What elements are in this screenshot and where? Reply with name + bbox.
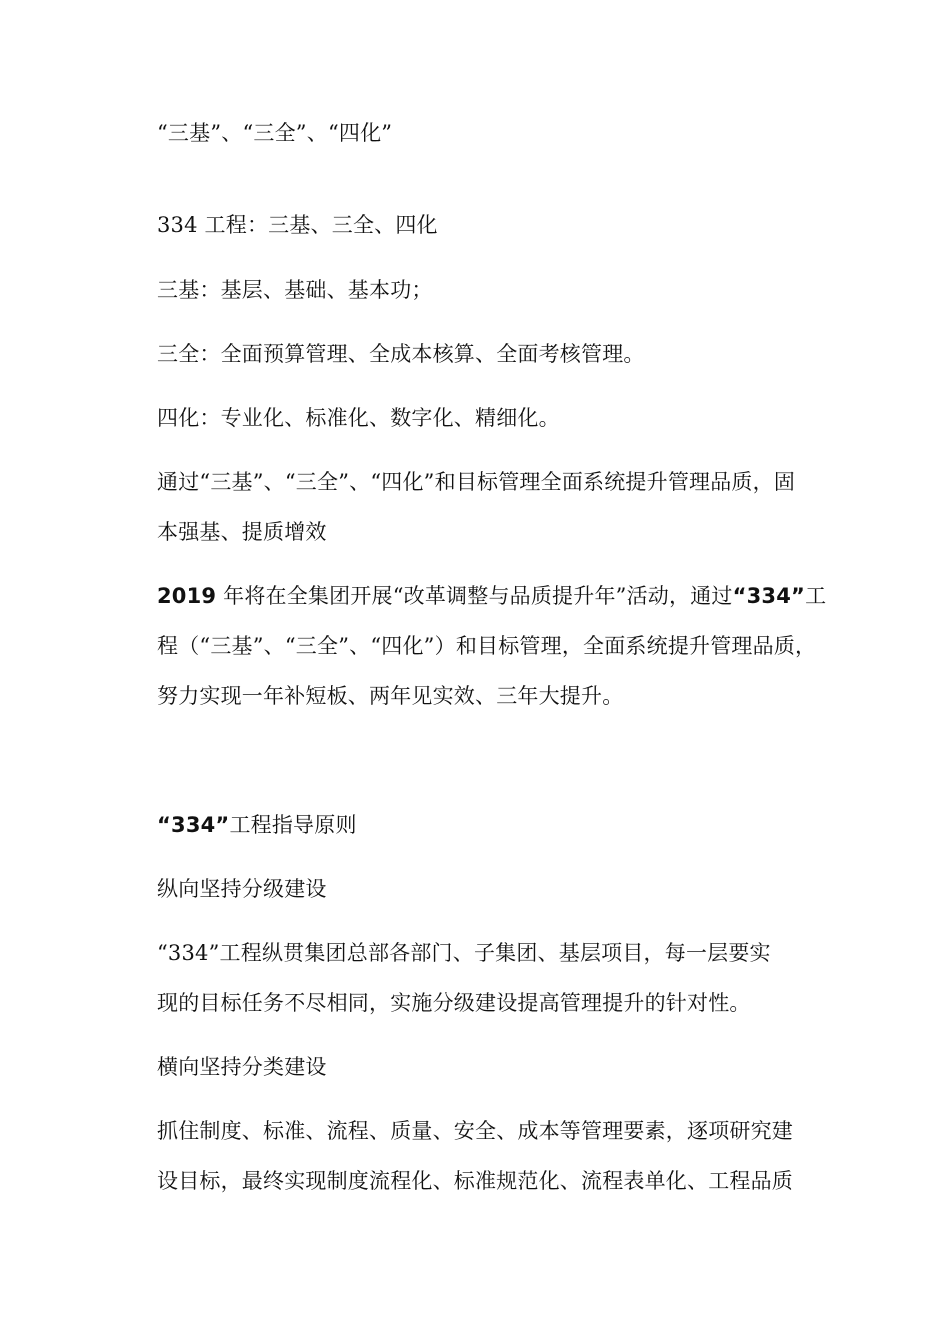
paragraph-2019-line1-text: 年将在全集团开展“改革调整与品质提升年”活动，通过 <box>216 584 733 608</box>
paragraph-improve-quality-line2: 本强基、提质增效 <box>157 520 327 544</box>
paragraph-improve-quality-line1: 通过“三基”、“三全”、“四化”和目标管理全面系统提升管理品质，固 <box>157 470 796 494</box>
subheading-vertical: 纵向坚持分级建设 <box>157 877 327 901</box>
subheading-horizontal: 横向坚持分类建设 <box>157 1055 327 1079</box>
section-heading-text: 工程指导原则 <box>229 813 357 837</box>
paragraph-2019-line1-end: 工 <box>805 584 827 608</box>
paragraph-2019-line2: 程（“三基”、“三全”、“四化”）和目标管理，全面系统提升管理品质， <box>157 634 817 658</box>
section-heading-334: “334” <box>157 813 230 837</box>
paragraph-vertical-line1: “334”工程纵贯集团总部各部门、子集团、基层项目，每一层要实 <box>157 941 771 965</box>
paragraph-three-comprehensives: 三全：全面预算管理、全成本核算、全面考核管理。 <box>157 342 645 366</box>
paragraph-vertical-line2: 现的目标任务不尽相同，实施分级建设提高管理提升的针对性。 <box>157 991 751 1015</box>
paragraph-three-basics: 三基：基层、基础、基本功； <box>157 278 433 302</box>
label-334: “334” <box>732 584 806 608</box>
section-heading-334-principles <box>157 810 357 840</box>
paragraph-four-modernizations: 四化：专业化、标准化、数字化、精细化。 <box>157 406 560 430</box>
paragraph-horizontal-line2: 设目标，最终实现制度流程化、标准规范化、流程表单化、工程品质 <box>157 1169 793 1193</box>
paragraph-2019-line1 <box>157 581 826 611</box>
document-title: “三基”、“三全”、“四化” <box>157 121 393 145</box>
year-2019: 2019 <box>157 584 217 608</box>
paragraph-2019-line3: 努力实现一年补短板、两年见实效、三年大提升。 <box>157 684 624 708</box>
paragraph-horizontal-line1: 抓住制度、标准、流程、质量、安全、成本等管理要素，逐项研究建 <box>157 1119 793 1143</box>
paragraph-334-project: 334 工程：三基、三全、四化 <box>157 213 438 237</box>
